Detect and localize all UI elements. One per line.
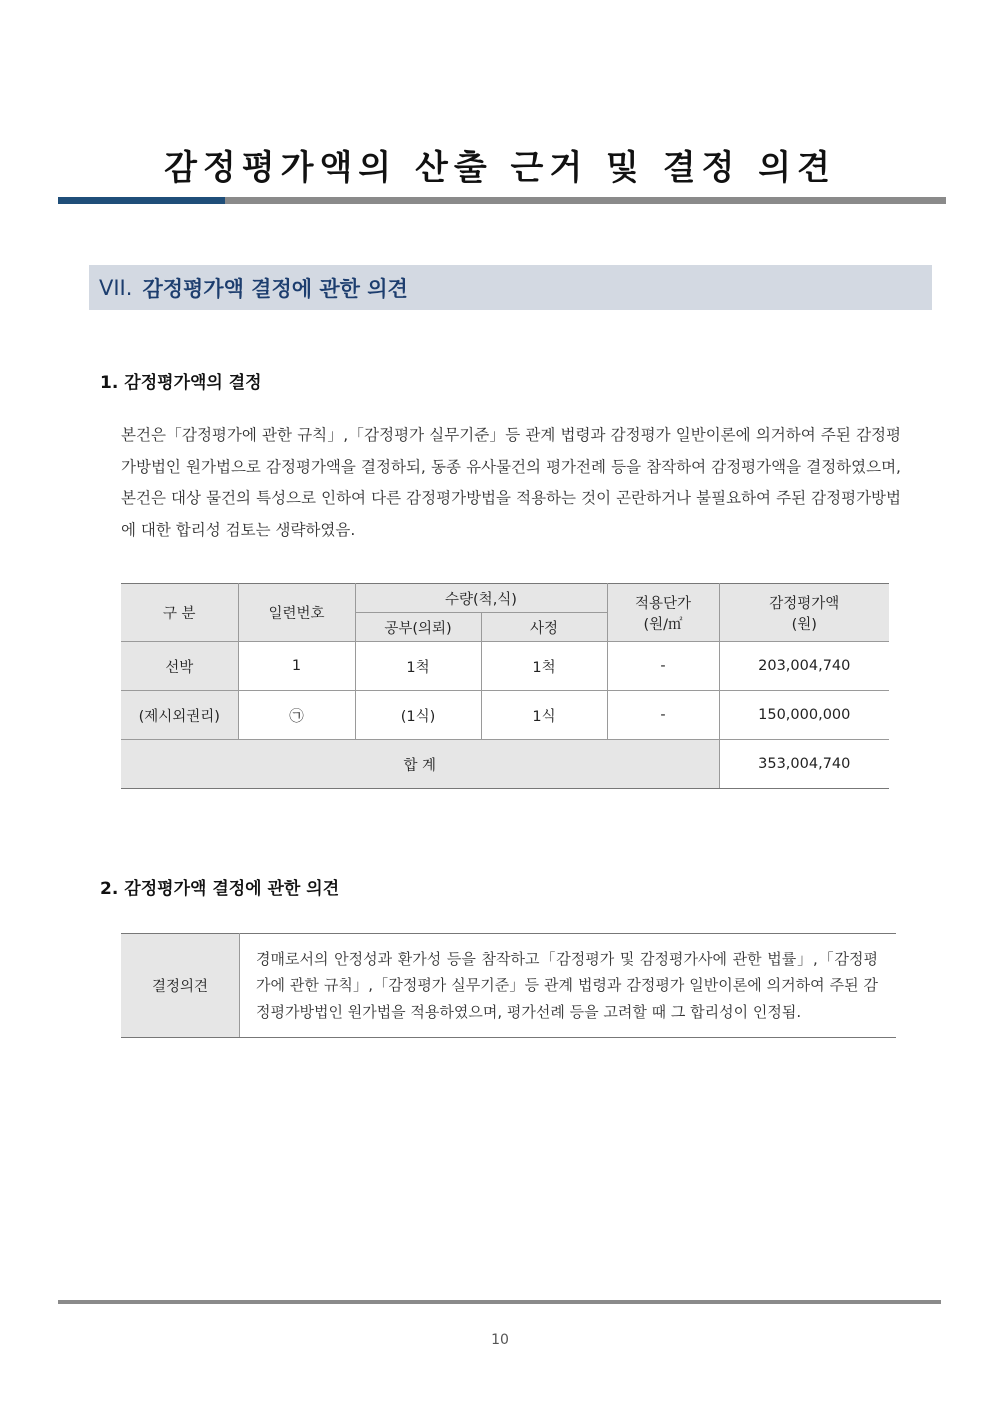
header-quantity: 수량(척,식) — [355, 584, 607, 613]
row-quantity-actual: 1척 — [481, 642, 607, 691]
subsection-1-heading — [100, 368, 262, 393]
header-quantity-actual: 사정 — [481, 613, 607, 642]
subsection-2-title: 감정평가액 결정에 관한 의견 — [124, 879, 340, 899]
row-unit-price: - — [607, 642, 719, 691]
footer-rule — [58, 1300, 941, 1304]
row-amount: 203,004,740 — [719, 642, 889, 691]
page-number: 10 — [491, 1332, 509, 1348]
header-appraised-unit: (원) — [791, 616, 817, 633]
table-total-row — [121, 740, 889, 789]
header-category: 구 분 — [121, 584, 238, 642]
total-amount: 353,004,740 — [719, 740, 889, 789]
table-row — [121, 642, 889, 691]
subsection-1-number: 1. — [100, 373, 119, 393]
row-quantity-actual: 1식 — [481, 691, 607, 740]
title-rule-accent — [58, 197, 225, 204]
row-quantity-public: (1식) — [355, 691, 481, 740]
title-rule-line — [225, 197, 946, 204]
valuation-table — [121, 583, 889, 789]
row-amount: 150,000,000 — [719, 691, 889, 740]
opinion-label: 결정의견 — [121, 934, 240, 1038]
row-serial: ㉠ — [238, 691, 355, 740]
table-row — [121, 691, 889, 740]
header-appraised-amount — [719, 584, 889, 642]
title-rule — [58, 197, 946, 204]
row-quantity-public: 1척 — [355, 642, 481, 691]
subsection-1-title: 감정평가액의 결정 — [124, 373, 262, 393]
header-appraised-label: 감정평가액 — [769, 595, 840, 612]
header-quantity-public: 공부(의뢰) — [355, 613, 481, 642]
section-title: 감정평가액 결정에 관한 의견 — [142, 276, 408, 301]
subsection-1-paragraph: 본건은「감정평가에 관한 규칙」,「감정평가 실무기준」등 관계 법령과 감정평가 일반이론에 의거하여 주된 감정평가방법인 원가법으로 감정평가액을 결정하되, 동종 유사물건의 평가전례 등을 참작하여 감정평가액을 결정하였으며, 본건은 대상 물건의 특성으로 인하여 다른 감정평가방법을 적용하는 것이 곤란하거나 불필요하여 주된 감정평가방법에 대한 합리성 검토는 생략하였음. — [121, 426, 901, 539]
section-heading — [89, 265, 932, 310]
total-label: 합 계 — [121, 740, 719, 789]
row-category: (제시외권리) — [121, 691, 238, 740]
row-unit-price: - — [607, 691, 719, 740]
section-number: VII. — [99, 275, 133, 300]
header-unit-price-label: 적용단가 — [634, 595, 692, 612]
row-serial: 1 — [238, 642, 355, 691]
subsection-2-heading — [100, 874, 339, 899]
header-unit-price-unit: (원/㎡ — [643, 616, 683, 633]
subsection-2-number: 2. — [100, 879, 119, 899]
opinion-text: 경매로서의 안정성과 환가성 등을 참작하고「감정평가 및 감정평가사에 관한 법률」,「감정평가에 관한 규칙」,「감정평가 실무기준」등 관계 법령과 감정평가 일반이론에 의거하여 주된 감정평가방법인 원가법을 적용하였으며, 평가선례 등을 고려할 때 그 합리성이 인정됨. — [240, 934, 897, 1038]
page-title: 감정평가액의 산출 근거 및 결정 의견 — [164, 148, 836, 188]
header-unit-price — [607, 584, 719, 642]
header-serial: 일련번호 — [238, 584, 355, 642]
row-category: 선박 — [121, 642, 238, 691]
opinion-table — [121, 933, 896, 1038]
